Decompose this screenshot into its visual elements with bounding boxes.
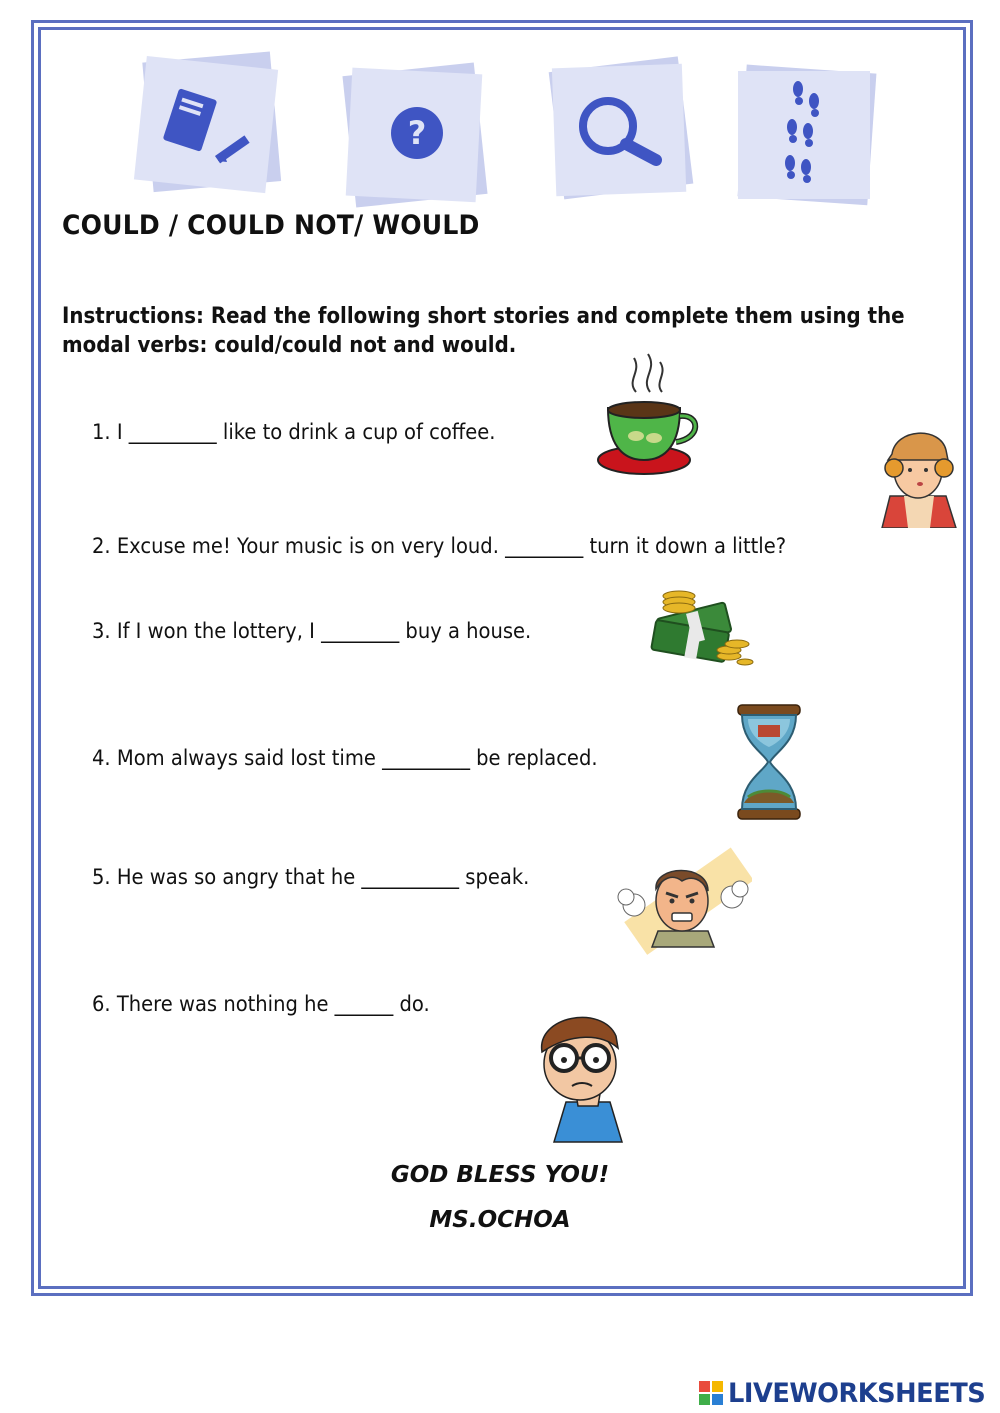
signoff-author: MS.OCHOA	[429, 1207, 571, 1233]
svg-text:?: ?	[407, 114, 427, 152]
angry-boy-icon	[612, 835, 752, 965]
instructions-text: Instructions: Read the following short stories and complete them using the modal verbs: could/could not and would.	[62, 304, 905, 358]
notebook-tile	[130, 45, 290, 205]
hourglass-icon	[734, 703, 804, 821]
signoff-blessing: GOD BLESS YOU!	[390, 1162, 610, 1188]
question-3[interactable]: 3. If I won the lottery, I ________ buy a house.	[92, 619, 532, 643]
liveworksheets-logo-icon	[698, 1380, 724, 1406]
question-6[interactable]: 6. There was nothing he ______ do.	[92, 992, 430, 1016]
question-mark-icon	[391, 107, 443, 159]
magnifier-tile	[540, 48, 700, 208]
boy-headphones-icon	[876, 420, 962, 528]
worksheet-title: COULD / COULD NOT/ WOULD	[62, 210, 480, 241]
question-5[interactable]: 5. He was so angry that he __________ speak.	[92, 865, 530, 889]
money-stack-icon	[645, 582, 755, 670]
question-1[interactable]: 1. I _________ like to drink a cup of coffee.	[92, 420, 496, 444]
brand-name: LIVEWORKSHEETS	[728, 1377, 986, 1409]
liveworksheets-logo	[698, 1377, 999, 1409]
question-tile	[335, 55, 495, 215]
coffee-cup-icon	[596, 352, 708, 478]
question-2[interactable]: 2. Excuse me! Your music is on very loud. ________ turn it down a little?	[92, 534, 787, 558]
question-4[interactable]: 4. Mom always said lost time _________ be replaced.	[92, 746, 598, 770]
footprints-tile	[728, 55, 888, 215]
confused-boy-icon	[502, 1002, 662, 1147]
